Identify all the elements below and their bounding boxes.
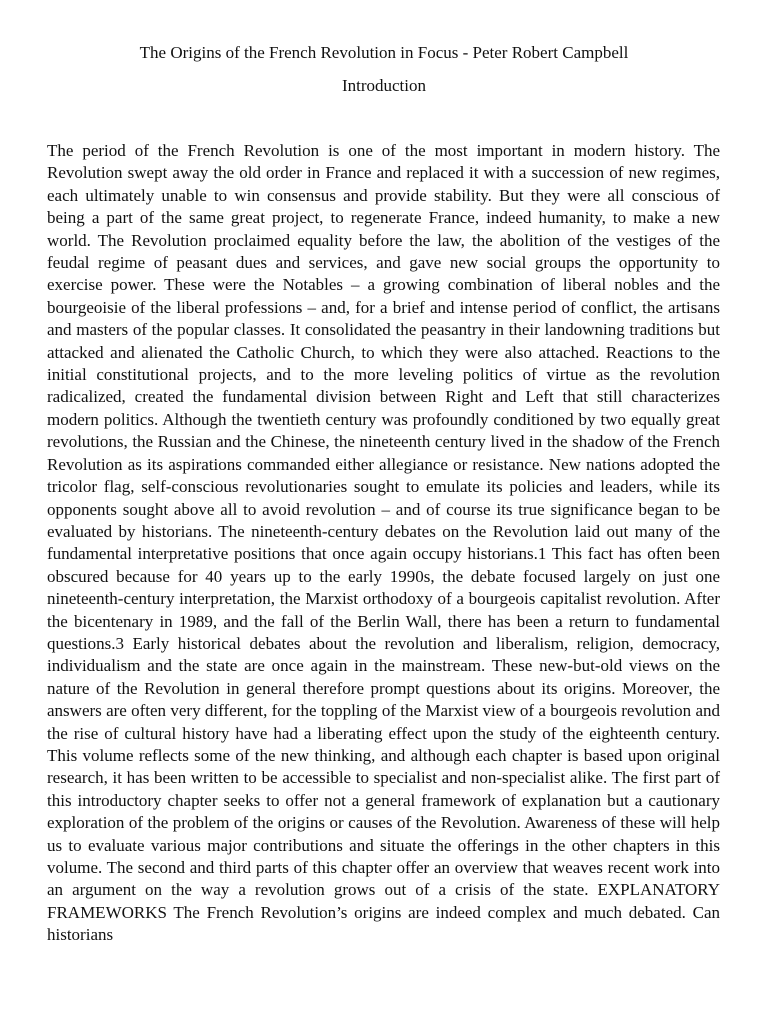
section-heading: Introduction (341, 76, 427, 95)
document-title: The Origins of the French Revolution in Focus - Peter Robert Campbell (139, 43, 629, 62)
body-paragraph: The period of the French Revolution is one of the most important in modern history. The Revolution swept away the old order in France and replaced it with a succession of new regimes, each ultimately unable to win consensus and provide stability. But they were all conscious of being a part of the same great project, to regenerate France, indeed humanity, to make a new world. The Revolution proclaimed equality before the law, the abolition of the vestiges of the feudal regime of peasant dues and services, and gave new social groups the opportunity to exercise power. These were the Notables – a growing combination of liberal nobles and the bourgeoisie of the liberal professions – and, for a brief and intense period of conflict, the artisans and masters of the popular classes. It consolidated the peasantry in their landowning traditions but attacked and alienated the Catholic Church, to which they were also attached. Reactions to the initial constitutional projects, and to the more leveling politics of virtue as the revolution radicalized, created the fundamental division between Right and Left that still characterizes modern politics. Although the twentieth century was profoundly conditioned by two equally great revolutions, the Russian and the Chinese, the nineteenth century lived in the shadow of the French Revolution as its aspirations commanded either allegiance or resistance. New nations adopted the tricolor flag, self-conscious revolutionaries sought to emulate its policies and leaders, while its opponents sought above all to avoid revolution – and of course its true significance began to be evaluated by historians. The nineteenth-century debates on the Revolution laid out many of the fundamental interpretative positions that once again occupy historians.1 This fact has often been obscured because for 40 years up to the early 1990s, the debate focused largely on just one nineteenth-century interpretation, the Marxist orthodoxy of a bourgeois capitalist revolution. After the bicentenary in 1989, and the fall of the Berlin Wall, there has been a return to fundamental questions.3 Early historical debates about the revolution and liberalism, religion, democracy, individualism and the state are once again in the mainstream. These new-but-old views on the nature of the Revolution in general therefore prompt questions about its origins. Moreover, the answers are often very different, for the toppling of the Marxist view of a bourgeois revolution and the rise of cultural history have had a liberating effect upon the study of the eighteenth century. This volume reflects some of the new thinking, and although each chapter is based upon original research, it has been written to be accessible to specialist and non-specialist alike. The first part of this introductory chapter seeks to offer not a general framework of explanation but a cautionary exploration of the problem of the origins or causes of the Revolution. Awareness of these will help us to evaluate various major contributions and situate the offerings in the other chapters in this volume. The second and third parts of this chapter offer an overview that weaves recent work into an argument on the way a revolution grows out of a crisis of the state. EXPLANATORY FRAMEWORKS The French Revolution’s origins are indeed complex and much debated. Can historians (47, 141, 720, 945)
